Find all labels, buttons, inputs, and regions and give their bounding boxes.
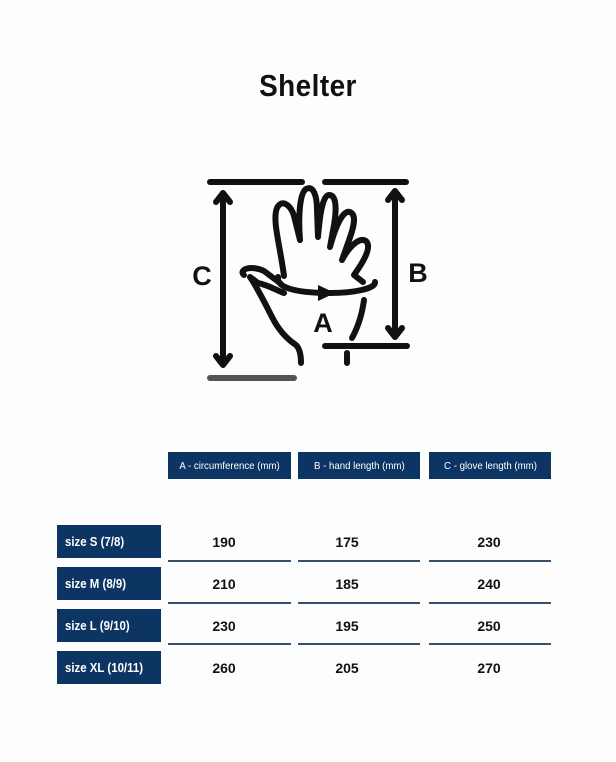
column-header-circumference: A - circumference (mm) (168, 452, 291, 479)
table-cell: 250 (477, 617, 501, 634)
column-header-glove-length: C - glove length (mm) (429, 452, 551, 479)
page-title: Shelter (259, 68, 357, 103)
row-divider (429, 643, 551, 645)
table-cell: 185 (335, 575, 359, 592)
table-cell: 240 (477, 575, 501, 592)
label-c: C (192, 261, 212, 291)
table-cell: 210 (212, 575, 236, 592)
label-b: B (408, 258, 428, 288)
table-cell: 205 (335, 659, 359, 676)
table-cell: 260 (212, 659, 236, 676)
row-label-l: size L (9/10) (57, 609, 161, 642)
row-divider (168, 643, 291, 645)
row-divider (298, 602, 420, 604)
row-divider (429, 560, 551, 562)
label-a: A (313, 308, 333, 338)
table-cell: 175 (335, 533, 359, 550)
table-cell: 195 (335, 617, 359, 634)
table-cell: 230 (212, 617, 236, 634)
hand-measurement-diagram-icon (180, 165, 440, 395)
row-divider (298, 560, 420, 562)
row-label-s: size S (7/8) (57, 525, 161, 558)
table-cell: 270 (477, 659, 501, 676)
row-divider (168, 560, 291, 562)
row-label-m: size M (8/9) (57, 567, 161, 600)
table-cell: 190 (212, 533, 236, 550)
row-divider (298, 643, 420, 645)
table-cell: 230 (477, 533, 501, 550)
row-label-xl: size XL (10/11) (57, 651, 161, 684)
row-divider (429, 602, 551, 604)
row-divider (168, 602, 291, 604)
column-header-hand-length: B - hand length (mm) (298, 452, 420, 479)
